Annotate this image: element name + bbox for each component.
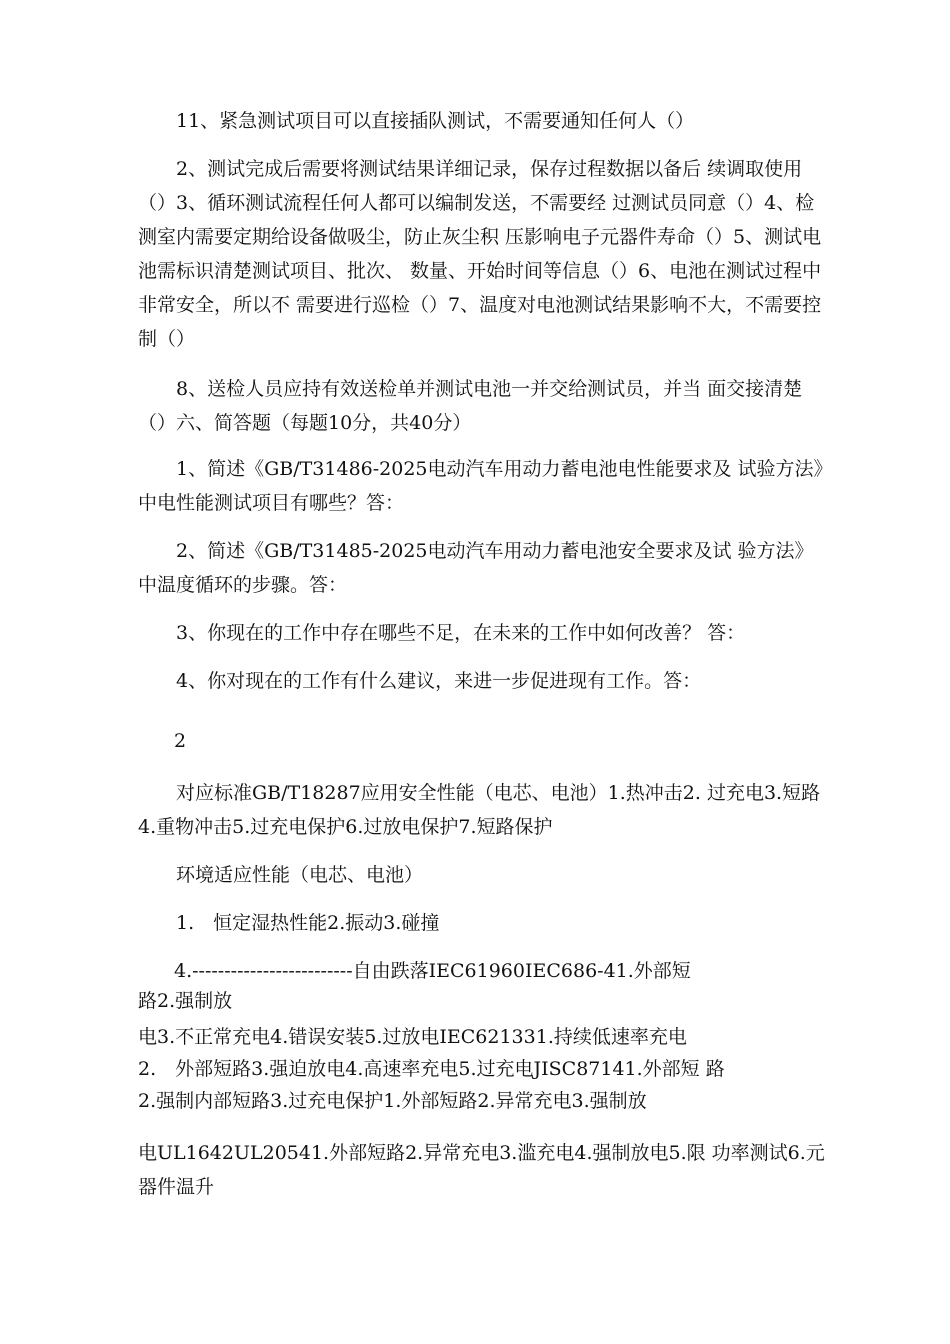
- standards-line-2: 路2.强制放: [138, 990, 233, 1012]
- standards-line-1: 4.-------------------------自由跌落IEC61960IEC686-41.外部短: [174, 960, 691, 982]
- paragraph-short-answer-2: 2、简述《GB/T31485-2025电动汽车用动力蓄电池安全要求及试 验方法》中温度循环的步骤。答：: [138, 540, 814, 596]
- paragraph-true-false-8: 8、送检人员应持有效送检单并测试电池一并交给测试员，并当 面交接清楚（）六、简答题（每题10分，共40分）: [138, 378, 803, 434]
- paragraph-true-false-11: 11、紧急测试项目可以直接插队测试，不需要通知任何人（）: [176, 110, 695, 132]
- paragraph-humidity-vibration: 1. 恒定湿热性能2.振动3.碰撞: [176, 912, 440, 934]
- paragraph-short-answer-4: 4、你对现在的工作有什么建议，来进一步促进现有工作。答：: [176, 670, 702, 692]
- paragraph-ul-standards: 电UL1642UL20541.外部短路2.异常充电3.滥充电4.强制放电5.限 功率测试6.元器件温升: [138, 1142, 825, 1198]
- standards-line-5: 2.强制内部短路3.过充电保护1.外部短路2.异常充电3.强制放: [138, 1090, 647, 1112]
- paragraph-short-answer-3: 3、你现在的工作中存在哪些不足，在未来的工作中如何改善？ 答：: [176, 622, 746, 644]
- paragraph-true-false-2-7: 2、测试完成后需要将测试结果详细记录，保存过程数据以备后 续调取使用（）3、循环测试流程任何人都可以编制发送，不需要经 过测试员同意（）4、检测室内需要定期给设备做吸尘，防止灰尘积 压影响电子元器件寿命（）5、测试电池需标识清楚测试项目、批次、 数量、开始时间等信息（）6、电池在测试过程中非常安全，所以不 需要进行巡检（）7、温度对电池测试结果影响不大，不需要控制（）: [138, 158, 822, 350]
- page-number: 2: [174, 730, 187, 752]
- paragraph-standard-gb-t18287: 对应标准GB/T18287应用安全性能（电芯、电池）1.热冲击2. 过充电3.短路4.重物冲击5.过充电保护6.过放电保护7.短路保护: [138, 782, 821, 838]
- standards-line-3: 电3.不正常充电4.错误安装5.过放电IEC621331.持续低速率充电: [138, 1026, 687, 1048]
- paragraph-environment-adaptability: 环境适应性能（电芯、电池）: [176, 864, 424, 886]
- standards-line-4: 2. 外部短路3.强迫放电4.高速率充电5.过充电JISC87141.外部短 路: [138, 1058, 725, 1080]
- paragraph-short-answer-1: 1、简述《GB/T31486-2025电动汽车用动力蓄电池电性能要求及 试验方法》中电性能测试项目有哪些？答：: [138, 458, 824, 514]
